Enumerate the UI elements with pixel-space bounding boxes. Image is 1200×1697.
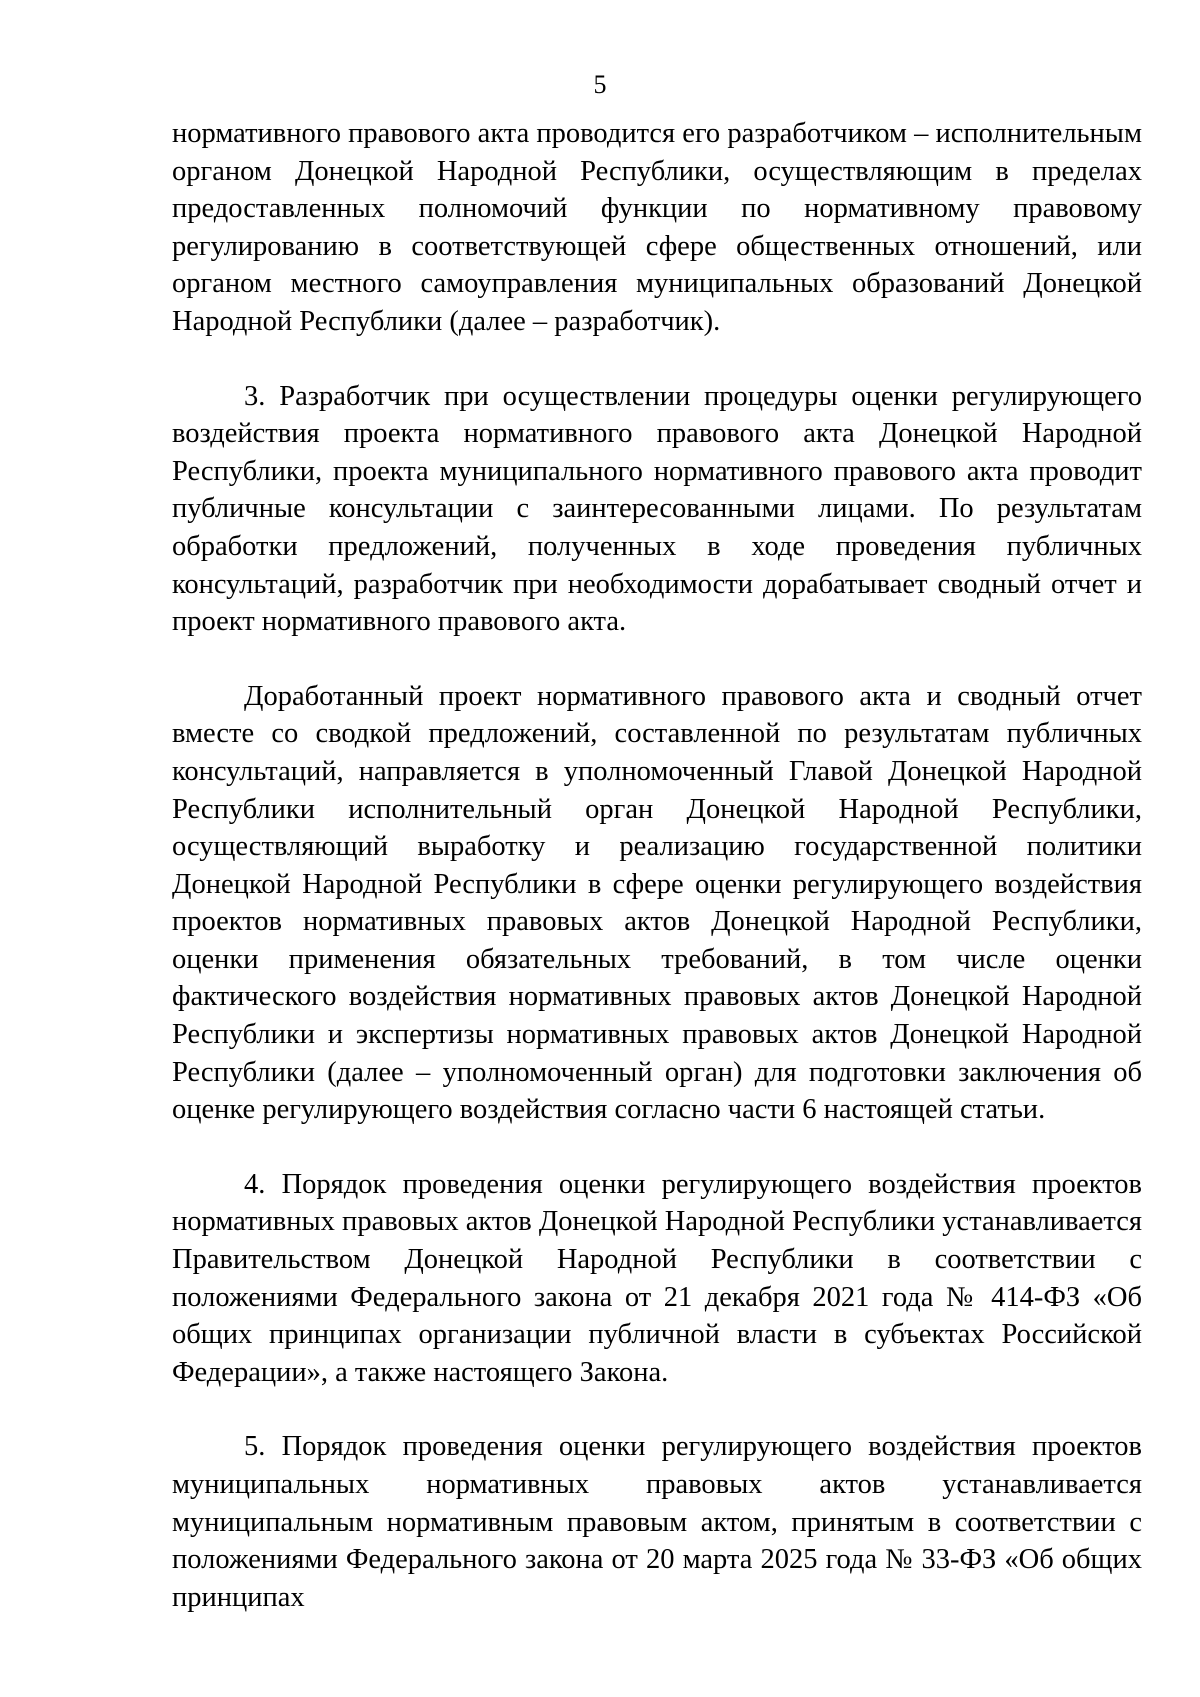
paragraph-clause-4: 4. Порядок проведения оценки регулирующего воздействия проектов нормативных правовых актов Донецкой Народной Республики устанавливается Правительством Донецкой Народной Республики в соответствии с положениями Федерального закона от 21 декабря 2021 года № 414-ФЗ «Об общих принципах организации публичной власти в субъектах Российской Федерации», а также настоящего Закона. [172,1168,1142,1388]
page-number: 5 [593,70,607,99]
paragraph-clause-3-continued: Доработанный проект нормативного правового акта и сводный отчет вместе со сводкой предложений, составленной по результатам публичных консультаций, направляется в уполномоченный Главой Донецкой Народной Республики исполнительный орган Донецкой Народной Республики, осуществляющий выработку и реализацию государственной политики Донецкой Народной Республики в сфере оценки регулирующего воздействия проектов нормативных правовых актов Донецкой Народной Республики, оценки применения обязательных требований, в том числе оценки фактического воздействия нормативных правовых актов Донецкой Народной Республики и экспертизы нормативных правовых актов Донецкой Народной Республики (далее – уполномоченный орган) для подготовки заключения об оценке регулирующего воздействия согласно части 6 настоящей статьи. [172,680,1142,1126]
paragraph-clause-5: 5. Порядок проведения оценки регулирующего воздействия проектов муниципальных нормативных правовых актов устанавливается муниципальным нормативным правовым актом, принятым в соответствии с положениями Федерального закона от 20 марта 2025 года № 33-ФЗ «Об общих принципах [172,1431,1142,1613]
paragraph-clause-3: 3. Разработчик при осуществлении процедуры оценки регулирующего воздействия проекта нормативного правового акта Донецкой Народной Республики, проекта муниципального нормативного правового акта проводит публичные консультации с заинтересованными лицами. По результатам обработки предложений, полученных в ходе проведения публичных консультаций, разработчик при необходимости дорабатывает сводный отчет и проект нормативного правового акта. [172,380,1142,638]
document-body [172,115,1142,1616]
paragraph-continuation: нормативного правового акта проводится его разработчиком – исполнительным органом Донецкой Народной Республики, осуществляющим в пределах предоставленных полномочий функции по нормативному правовому регулированию в соответствующей сфере общественных отношений, или органом местного самоуправления муниципальных образований Донецкой Народной Республики (далее – разработчик). [172,118,1142,337]
